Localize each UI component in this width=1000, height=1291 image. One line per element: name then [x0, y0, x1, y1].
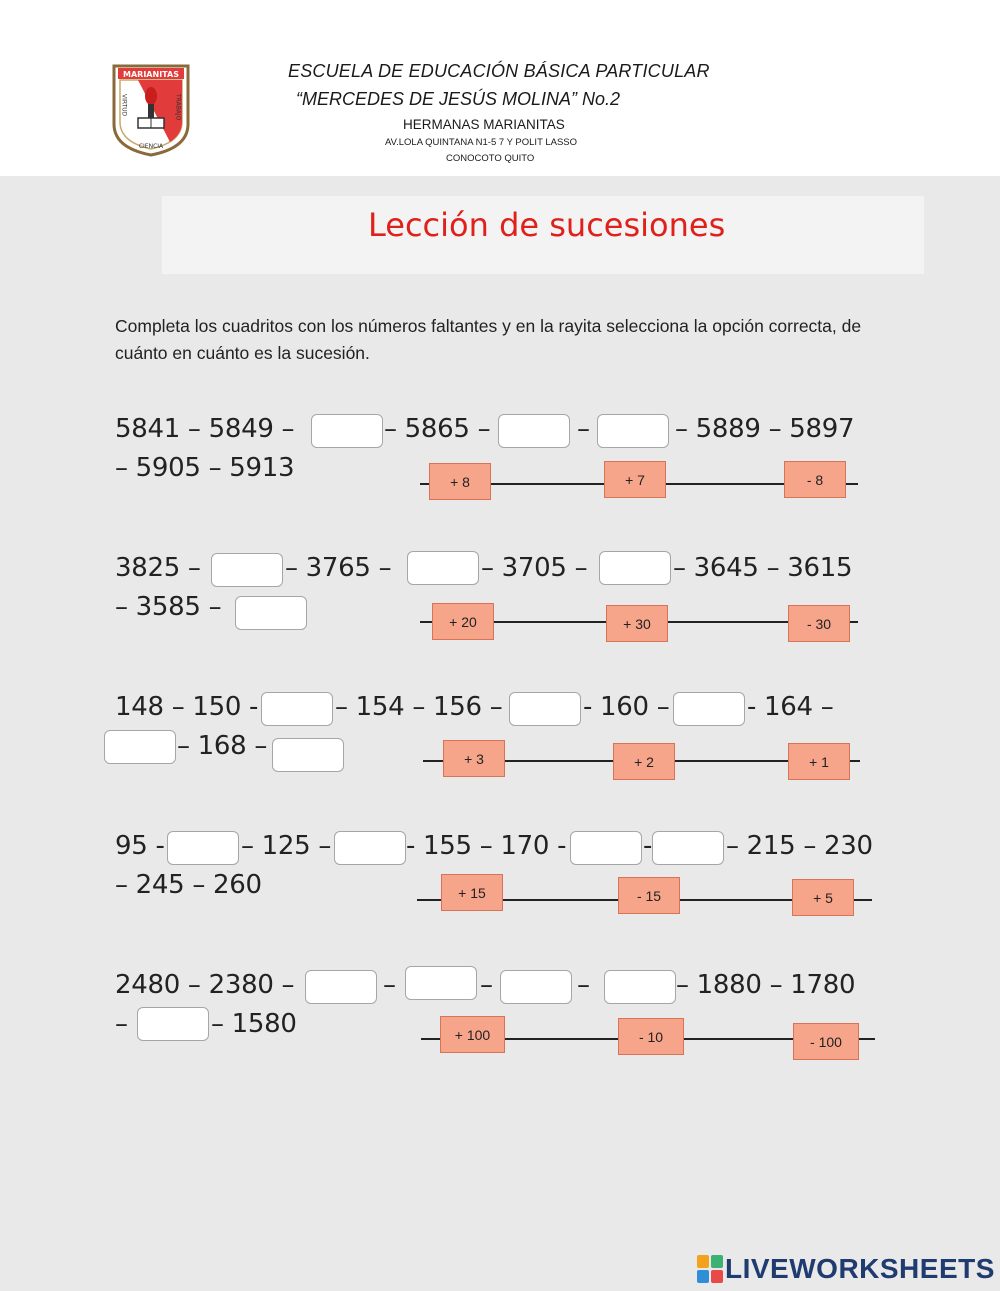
option-button[interactable]: + 5: [792, 879, 854, 916]
sequence-text: – 5889 – 5897: [675, 414, 855, 444]
svg-text:TRABAJO: TRABAJO: [174, 94, 182, 121]
sequence-text: – 3765 –: [285, 553, 392, 583]
answer-box[interactable]: [673, 692, 745, 726]
sequence-text: –: [383, 970, 396, 1000]
school-type: ESCUELA DE EDUCACIÓN BÁSICA PARTICULAR: [288, 61, 710, 81]
sequence-text: 3825 –: [115, 553, 201, 583]
instructions-text: Completa los cuadritos con los números faltantes y en la rayita selecciona la opción correcta, de cuánto en cuánto es la sucesión.: [115, 316, 862, 363]
answer-box[interactable]: [604, 970, 676, 1004]
sequence-text: –: [577, 970, 590, 1000]
brand-name: LIVEWORKSHEETS: [725, 1253, 995, 1284]
sequence-text: – 5905 – 5913: [115, 453, 295, 483]
sequence-text: - 155 – 170 -: [406, 831, 567, 861]
answer-box[interactable]: [570, 831, 642, 865]
option-button[interactable]: + 3: [443, 740, 505, 777]
answer-box[interactable]: [509, 692, 581, 726]
option-button[interactable]: + 20: [432, 603, 494, 640]
answer-box[interactable]: [305, 970, 377, 1004]
svg-text:MARIANITAS: MARIANITAS: [123, 70, 179, 79]
school-address: AV.LOLA QUINTANA N1-5 7 Y POLIT LASSO: [385, 137, 578, 148]
school-name: “MERCEDES DE JESÚS MOLINA” No.2: [296, 89, 621, 109]
sequence-text: –: [115, 1009, 128, 1039]
sequence-text: 95 -: [115, 831, 165, 861]
sequence-text: –: [480, 970, 493, 1000]
sequence-text: – 1880 – 1780: [676, 970, 856, 1000]
option-button[interactable]: + 100: [440, 1016, 505, 1053]
answer-box[interactable]: [235, 596, 307, 630]
option-button[interactable]: + 2: [613, 743, 675, 780]
sequence-text: – 154 – 156 –: [335, 692, 503, 722]
option-button[interactable]: + 8: [429, 463, 491, 500]
school-congregation: HERMANAS MARIANITAS: [403, 117, 565, 132]
option-button[interactable]: - 8: [784, 461, 846, 498]
option-button[interactable]: + 30: [606, 605, 668, 642]
answer-box[interactable]: [261, 692, 333, 726]
liveworksheets-icon: [697, 1255, 723, 1283]
sequence-text: 148 – 150 -: [115, 692, 259, 722]
school-crest-logo: [110, 62, 192, 157]
answer-box[interactable]: [104, 730, 176, 764]
answer-box[interactable]: [407, 551, 479, 585]
sequence-text: –: [577, 414, 590, 444]
answer-box[interactable]: [405, 966, 477, 1000]
answer-box[interactable]: [311, 414, 383, 448]
school-header: [0, 0, 1000, 176]
sequence-text: – 3705 –: [481, 553, 588, 583]
option-button[interactable]: - 30: [788, 605, 850, 642]
school-city: CONOCOTO QUITO: [446, 153, 535, 164]
sequence-text: – 3585 –: [115, 592, 222, 622]
option-button[interactable]: - 15: [618, 877, 680, 914]
answer-box[interactable]: [211, 553, 283, 587]
answer-box[interactable]: [498, 414, 570, 448]
sequence-text: - 160 –: [583, 692, 670, 722]
sequence-text: – 3645 – 3615: [673, 553, 853, 583]
page-title: Lección de sucesiones: [368, 206, 726, 244]
answer-box[interactable]: [272, 738, 344, 772]
option-button[interactable]: + 7: [604, 461, 666, 498]
sequence-text: – 168 –: [177, 731, 268, 761]
sequence-text: 5841 – 5849 –: [115, 414, 295, 444]
sequence-text: – 1580: [211, 1009, 297, 1039]
answer-box[interactable]: [599, 551, 671, 585]
answer-box[interactable]: [334, 831, 406, 865]
option-button[interactable]: - 100: [793, 1023, 859, 1060]
sequence-text: – 5865 –: [384, 414, 491, 444]
answer-box[interactable]: [652, 831, 724, 865]
sequence-text: - 164 –: [747, 692, 834, 722]
option-button[interactable]: + 15: [441, 874, 503, 911]
option-button[interactable]: - 10: [618, 1018, 684, 1055]
svg-text:VIRTUD: VIRTUD: [120, 94, 128, 117]
sequence-text: -: [643, 831, 653, 861]
sequence-text: – 215 – 230: [726, 831, 873, 861]
sequence-text: – 245 – 260: [115, 870, 262, 900]
option-button[interactable]: + 1: [788, 743, 850, 780]
answer-box[interactable]: [167, 831, 239, 865]
answer-box[interactable]: [500, 970, 572, 1004]
answer-box[interactable]: [597, 414, 669, 448]
sequence-text: 2480 – 2380 –: [115, 970, 295, 1000]
liveworksheets-logo: [697, 1252, 995, 1286]
answer-box[interactable]: [137, 1007, 209, 1041]
svg-text:CIENCIA: CIENCIA: [138, 143, 164, 150]
sequence-text: – 125 –: [241, 831, 332, 861]
